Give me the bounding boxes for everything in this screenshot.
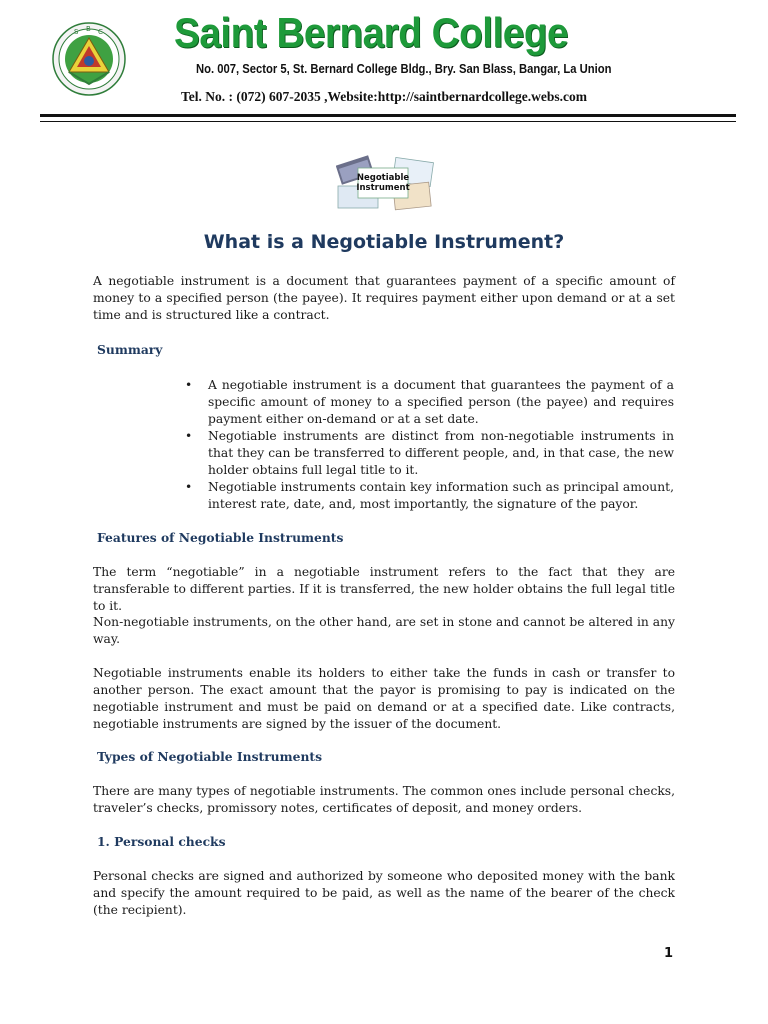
features-paragraph: Negotiable instruments enable its holders to either take the funds in cash or transfer to another person. The exact amount that the payor is promising to pay is indicated on the negotiable instrument and must be paid on demand or at a specified date. Like contracts, negotiable instruments are signed by the issuer of the document. bbox=[93, 666, 675, 731]
negotiable-instrument-illustration bbox=[336, 154, 434, 212]
personal-checks-heading: 1. Personal checks bbox=[97, 834, 226, 849]
features-paragraph: Non-negotiable instruments, on the other hand, are set in stone and cannot be altered in any way. bbox=[93, 615, 675, 646]
summary-list bbox=[185, 377, 674, 513]
types-paragraph: There are many types of negotiable instruments. The common ones include personal checks, traveler’s checks, promissory notes, certificates of deposit, and money orders. bbox=[93, 784, 675, 815]
list-item bbox=[185, 377, 674, 428]
list-item bbox=[185, 428, 674, 479]
college-seal-logo bbox=[52, 22, 126, 96]
summary-item-text: A negotiable instrument is a document that guarantees the payment of a specific amount of money to a specified person (the payee) and requires payment either on-demand or at a set date. bbox=[208, 378, 674, 426]
college-name: Saint Bernard College bbox=[174, 9, 569, 56]
seal-letter: S bbox=[74, 28, 79, 36]
types-heading: Types of Negotiable Instruments bbox=[97, 749, 322, 764]
illustration-label: Instrument bbox=[356, 183, 410, 193]
header-divider-thick bbox=[40, 114, 736, 117]
summary-item-text: Negotiable instruments contain key information such as principal amount, interest rate, date, and, most importantly, the signature of the payor. bbox=[208, 480, 674, 511]
personal-checks-paragraph: Personal checks are signed and authorized by someone who deposited money with the bank and specify the amount required to be paid, as well as the name of the bearer of the check (the recipient). bbox=[93, 869, 675, 917]
contact-line: Tel. No. : (072) 607-2035 ,Website:http://saintbernardcollege.webs.com bbox=[181, 89, 587, 104]
bullet-glyph: • bbox=[185, 378, 193, 392]
features-heading: Features of Negotiable Instruments bbox=[97, 530, 344, 545]
college-address: No. 007, Sector 5, St. Bernard College Bldg., Bry. San Blass, Bangar, La Union bbox=[196, 62, 612, 76]
bullet-glyph: • bbox=[185, 480, 193, 494]
document-title: What is a Negotiable Instrument? bbox=[203, 231, 565, 253]
list-item bbox=[185, 479, 674, 513]
header-divider-thin bbox=[40, 121, 736, 122]
summary-item-text: Negotiable instruments are distinct from non-negotiable instruments in that they can be transferred to different people, and, in that case, the new holder obtains full legal title to it. bbox=[208, 429, 674, 477]
page-number: 1 bbox=[664, 946, 674, 961]
summary-heading: Summary bbox=[97, 342, 163, 357]
seal-letter: C bbox=[98, 28, 103, 36]
seal-letter: B bbox=[86, 25, 91, 33]
features-paragraph: The term “negotiable” in a negotiable instrument refers to the fact that they are transferable to different parties. If it is transferred, the new holder obtains the full legal title to it. bbox=[93, 565, 675, 613]
intro-paragraph: A negotiable instrument is a document that guarantees payment of a specific amount of money to a specified person (the payee). It requires payment either upon demand or at a set time and is structured like a contract. bbox=[93, 274, 675, 322]
illustration-label: Negotiable bbox=[356, 173, 410, 183]
bullet-glyph: • bbox=[185, 429, 193, 443]
